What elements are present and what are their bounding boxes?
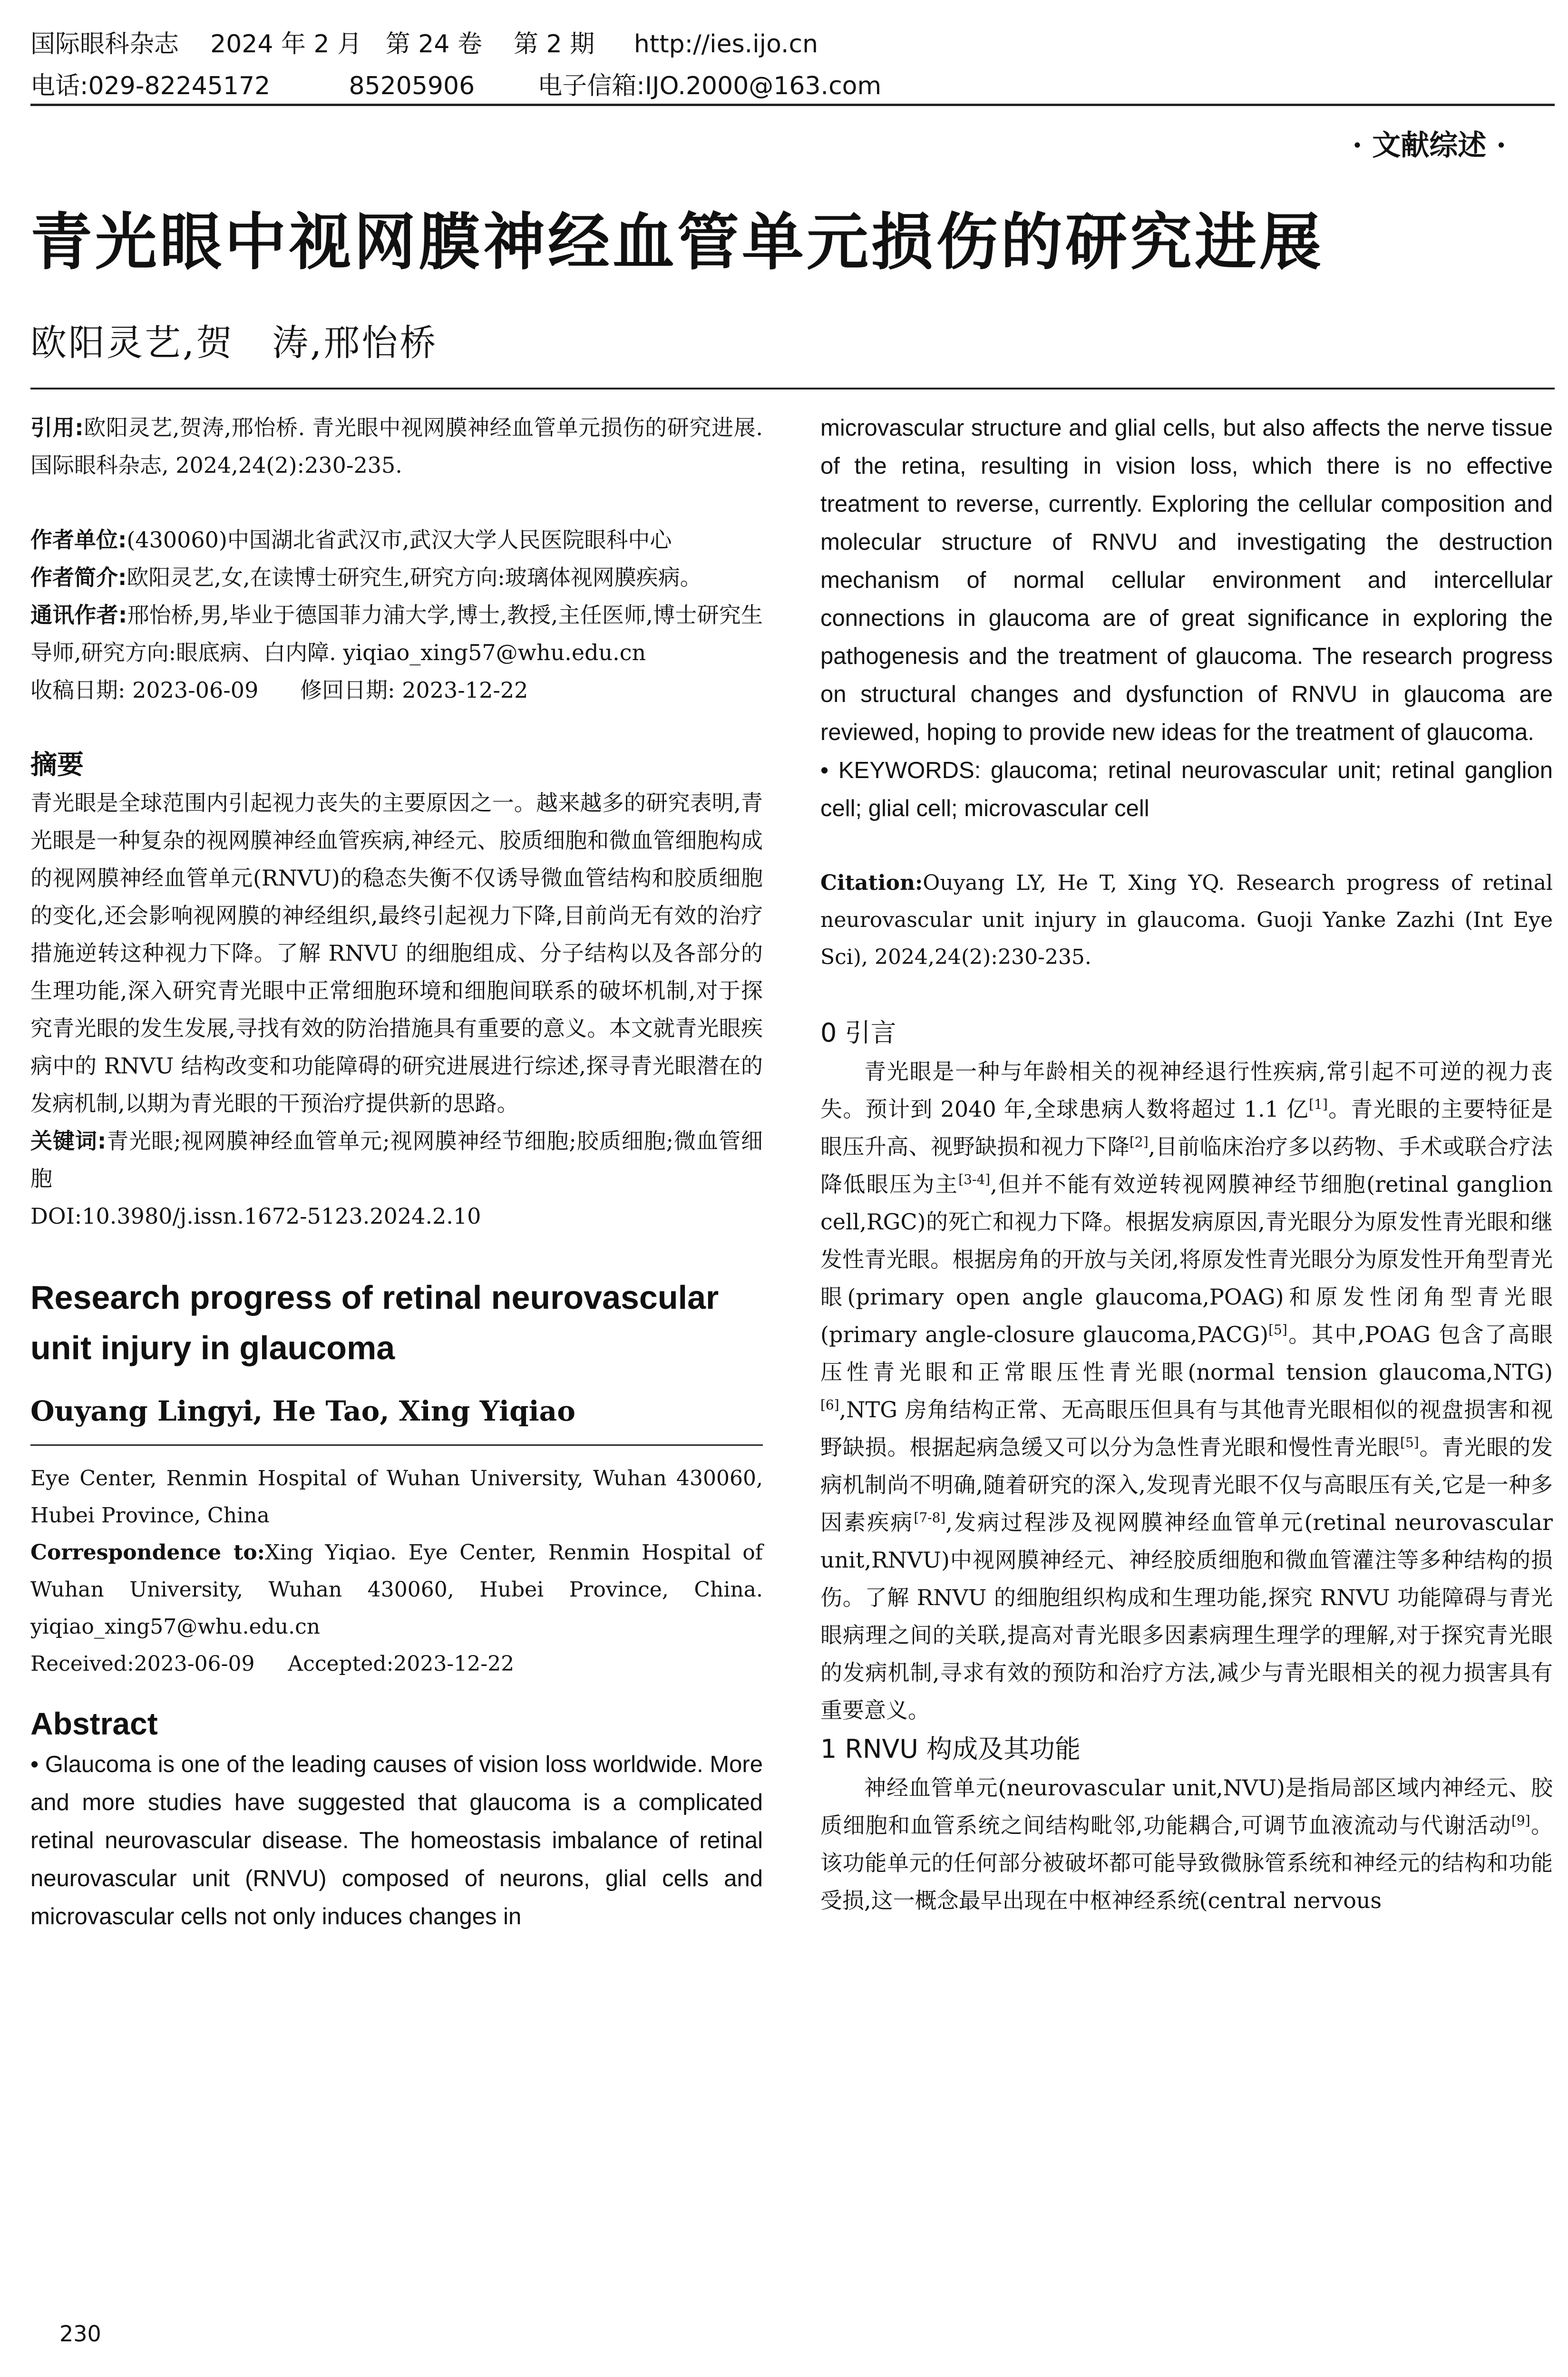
english-dates: Received:2023-06-09 Accepted:2023-12-22: [30, 1652, 515, 1676]
section-1-heading: 1 RNVU 构成及其功能: [820, 1734, 1081, 1764]
article-title: 青光眼中视网膜神经血管单元损伤的研究进展: [30, 206, 1325, 278]
section-0-body: 青光眼是一种与年龄相关的视神经退行性疾病,常引起不可逆的视力丧失。预计到 2040 年,全球患病人数将超过 1.1 亿[1]。青光眼的主要特征是眼压升高、视野缺损和视力下降[2],目前临床治疗多以药物、手术或联合疗法降低眼压为主[3-4],但并不能有效逆转视网膜神经节细胞(retinal ganglion cell,RGC)的死亡和视力下降。根据发病原因,青光眼分为原发性青光眼和继发性青光眼。根据房角的开放与关闭,将原发性青光眼分为原发性开角型青光眼(primary open angle glaucoma,POAG)和原发性闭角型青光眼(primary angle-closure glaucoma,PACG)[5]。其中,POAG 包含了高眼压性青光眼和正常眼压性青光眼(normal tension glaucoma,NTG)[6],NTG 房角结构正常、无高眼压但具有与其他青光眼相似的视盘损害和视野缺损。根据起病急缓又可以分为急性青光眼和慢性青光眼[5]。青光眼的发病机制尚不明确,随着研究的深入,发现青光眼不仅与高眼压有关,它是一种多因素疾病[7-8],发病过程涉及视网膜神经血管单元(retinal neurovascular unit,RNVU)中视网膜神经元、神经胶质细胞和微血管灌注等多种结构的损伤。了解 RNVU 的细胞组织构成和生理功能,探究 RNVU 功能障碍与青光眼病理之间的关联,提高对青光眼多因素病理生理学的理解,对于探究青光眼的发病机制,寻求有效的预防和治疗方法,减少与青光眼相关的视力损害具有重要意义。: [820, 1059, 1553, 1723]
title-rule: [30, 388, 1555, 390]
keywords-en: • KEYWORDS: glaucoma; retinal neurovascular unit; retinal ganglion cell; glial cell; microvascular cell: [820, 758, 1553, 821]
doi: DOI:10.3980/j.issn.1672-5123.2024.2.10: [30, 1203, 481, 1229]
section-1-body: 神经血管单元(neurovascular unit,NVU)是指局部区域内神经元、胶质细胞和血管系统之间结构毗邻,功能耦合,可调节血液流动与代谢活动[9]。该功能单元的任何部分被破坏都可能导致微脉管系统和神经元的结构和功能受损,这一概念最早出现在中枢神经系统(central nervous: [820, 1775, 1553, 1913]
english-correspondence: Correspondence to:Xing Yiqiao. Eye Center, Renmin Hospital of Wuhan University, Wuhan 430060, Hubei Province, China. yiqiao_xing57@whu.edu.cn: [30, 1540, 763, 1639]
abstract-en-start: • Glaucoma is one of the leading causes of vision loss worldwide. More and more studies have suggested that glaucoma is a complicated retinal neurovascular disease. The homeostasis imbalance of retinal neurovascular unit (RNVU) composed of neurons, glial cells and microvascular cells not only induces changes in: [30, 1752, 763, 1929]
english-title: Research progress of retinal neurovascular unit injury in glaucoma: [30, 1279, 719, 1366]
journal-header-line1: 国际眼科杂志 2024 年 2 月 第 24 卷 第 2 期 http://ies.ijo.cn: [30, 30, 818, 58]
author-bio-cn: 作者简介:欧阳灵艺,女,在读博士研究生,研究方向:玻璃体视网膜疾病。: [30, 565, 702, 590]
left-column: [30, 409, 763, 1936]
abstract-cn-heading: 摘要: [30, 750, 84, 780]
section-0-heading: 0 引言: [820, 1018, 896, 1048]
right-column: [820, 409, 1553, 1919]
ref-5: [5]: [1268, 1322, 1287, 1338]
abstract-cn: 青光眼是全球范围内引起视力丧失的主要原因之一。越来越多的研究表明,青光眼是一种复杂的视网膜神经血管疾病,神经元、胶质细胞和微血管细胞构成的视网膜神经血管单元(RNVU)的稳态失衡不仅诱导微血管结构和胶质细胞的变化,还会影响视网膜的神经组织,最终引起视力下降,目前尚无有效的治疗措施逆转这种视力下降。了解 RNVU 的细胞组成、分子结构以及各部分的生理功能,深入研究青光眼中正常细胞环境和细胞间联系的破坏机制,对于探究青光眼的发生发展,寻找有效的防治措施具有重要的意义。本文就青光眼疾病中的 RNVU 结构改变和功能障碍的研究进展进行综述,探寻青光眼潜在的发病机制,以期为青光眼的干预治疗提供新的思路。: [30, 790, 763, 1116]
affiliation-cn: 作者单位:(430060)中国湖北省武汉市,武汉大学人民医院眼科中心: [30, 527, 672, 553]
ref-6: [6]: [820, 1397, 839, 1413]
ref-2: [2]: [1130, 1134, 1149, 1150]
dates-cn: 收稿日期: 2023-06-09 修回日期: 2023-12-22: [30, 677, 528, 703]
journal-header-line2: 电话:029-82245172 85205906 电子信箱:IJO.2000@163.com: [30, 72, 882, 100]
ref-5-repeat: [5]: [1400, 1434, 1419, 1451]
correspondence-cn: 通讯作者:邢怡桥,男,毕业于德国菲力浦大学,博士,教授,主任医师,博士研究生导师,研究方向:眼底病、白内障. yiqiao_xing57@whu.edu.cn: [30, 602, 763, 665]
page-number: 230: [59, 2321, 101, 2347]
english-authors: Ouyang Lingyi, He Tao, Xing Yiqiao: [30, 1395, 575, 1427]
abstract-en-cont: microvascular structure and glial cells, but also affects the nerve tissue of the retina, resulting in vision loss, which there is no effective treatment to reverse, currently. Exploring the cellular composition and molecular structure of RNVU and investigating the destruction mechanism of normal cellular environment and intercellular connections in glaucoma are of great significance in exploring the pathogenesis and the treatment of glaucoma. The research progress on structural changes and dysfunction of RNVU in glaucoma are reviewed, hoping to provide new ideas for the treatment of glaucoma.: [820, 415, 1553, 745]
ref-1: [1]: [1309, 1096, 1328, 1112]
citation-en: Citation:Ouyang LY, He T, Xing YQ. Research progress of retinal neurovascular unit injury in glaucoma. Guoji Yanke Zazhi (Int Eye Sci), 2024,24(2):230-235.: [820, 871, 1553, 969]
ref-7-8: [7-8]: [914, 1510, 946, 1526]
english-authors-rule: [30, 1444, 763, 1446]
header-rule: [30, 104, 1555, 106]
citation-cn: 引用:欧阳灵艺,贺涛,邢怡桥. 青光眼中视网膜神经血管单元损伤的研究进展. 国际眼科杂志, 2024,24(2):230-235.: [30, 415, 763, 478]
abstract-en-heading: Abstract: [30, 1706, 158, 1741]
section-tag: · 文献综述 ·: [1352, 129, 1506, 162]
keywords-cn: 关键词:青光眼;视网膜神经血管单元;视网膜神经节细胞;胶质细胞;微血管细胞: [30, 1128, 763, 1191]
ref-9: [9]: [1511, 1812, 1530, 1829]
ref-3-4: [3-4]: [958, 1171, 991, 1188]
article-authors: 欧阳灵艺,贺 涛,邢怡桥: [30, 321, 438, 364]
english-affiliation: Eye Center, Renmin Hospital of Wuhan University, Wuhan 430060, Hubei Province, China: [30, 1466, 763, 1528]
